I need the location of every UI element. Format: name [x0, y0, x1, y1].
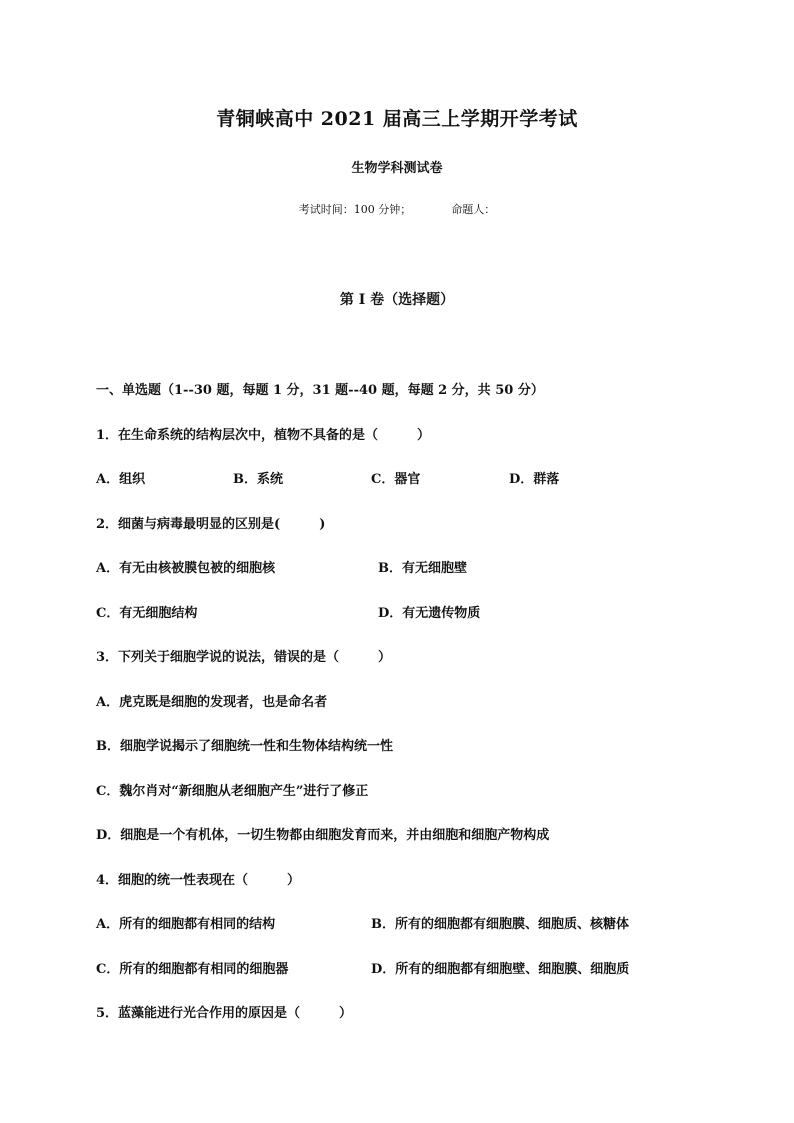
part-title: 第 I 卷（选择题）: [339, 292, 455, 308]
question-2-option-a: A．有无由核被膜包被的细胞核: [96, 561, 276, 576]
question-2-option-c: C．有无细胞结构: [96, 606, 198, 621]
question-4-option-d: D．所有的细胞都有细胞壁、细胞膜、细胞质: [371, 962, 630, 977]
question-3-option-a: A．虎克既是细胞的发现者，也是命名者: [96, 695, 328, 710]
question-2-stem: 2．细菌与病毒最明显的区别是( ): [96, 517, 326, 532]
question-1-option-a: A．组织: [96, 472, 146, 487]
question-3-option-d: D．细胞是一个有机体，一切生物都由细胞发育而来，并由细胞和细胞产物构成: [96, 828, 550, 843]
exam-time: 考试时间：100 分钟；: [298, 203, 412, 216]
question-2-option-d: D．有无遗传物质: [378, 606, 481, 621]
question-3-option-b: B．细胞学说揭示了细胞统一性和生物体结构统一性: [96, 739, 393, 754]
question-4-stem: 4．细胞的统一性表现在（ ）: [96, 873, 301, 888]
exam-meta: [0, 201, 794, 217]
exam-subtitle: 生物学科测试卷: [351, 161, 443, 176]
section-title: 一、单选题（1--30 题，每题 1 分，31 题--40 题，每题 2 分，共 50 分）: [96, 383, 544, 398]
question-2-option-b: B．有无细胞壁: [378, 561, 467, 576]
exam-author: 命题人：: [451, 203, 496, 216]
question-4-option-b: B．所有的细胞都有细胞膜、细胞质、核糖体: [371, 917, 629, 932]
question-4-option-a: A．所有的细胞都有相同的结构: [96, 917, 276, 932]
question-1-option-c: C．器官: [371, 472, 421, 487]
exam-title: 青铜峡高中 2021 届高三上学期开学考试: [216, 108, 578, 130]
question-5-stem: 5．蓝藻能进行光合作用的原因是（ ）: [96, 1006, 353, 1021]
question-1-option-b: B．系统: [233, 472, 283, 487]
question-3-stem: 3．下列关于细胞学说的说法，错误的是（ ）: [96, 650, 392, 665]
question-3-option-c: C．魏尔肖对“新细胞从老细胞产生”进行了修正: [96, 784, 369, 799]
question-4-option-c: C．所有的细胞都有相同的细胞器: [96, 962, 289, 977]
question-1-option-d: D．群落: [509, 472, 560, 487]
question-1-stem: 1．在生命系统的结构层次中，植物不具备的是（ ）: [96, 428, 431, 443]
